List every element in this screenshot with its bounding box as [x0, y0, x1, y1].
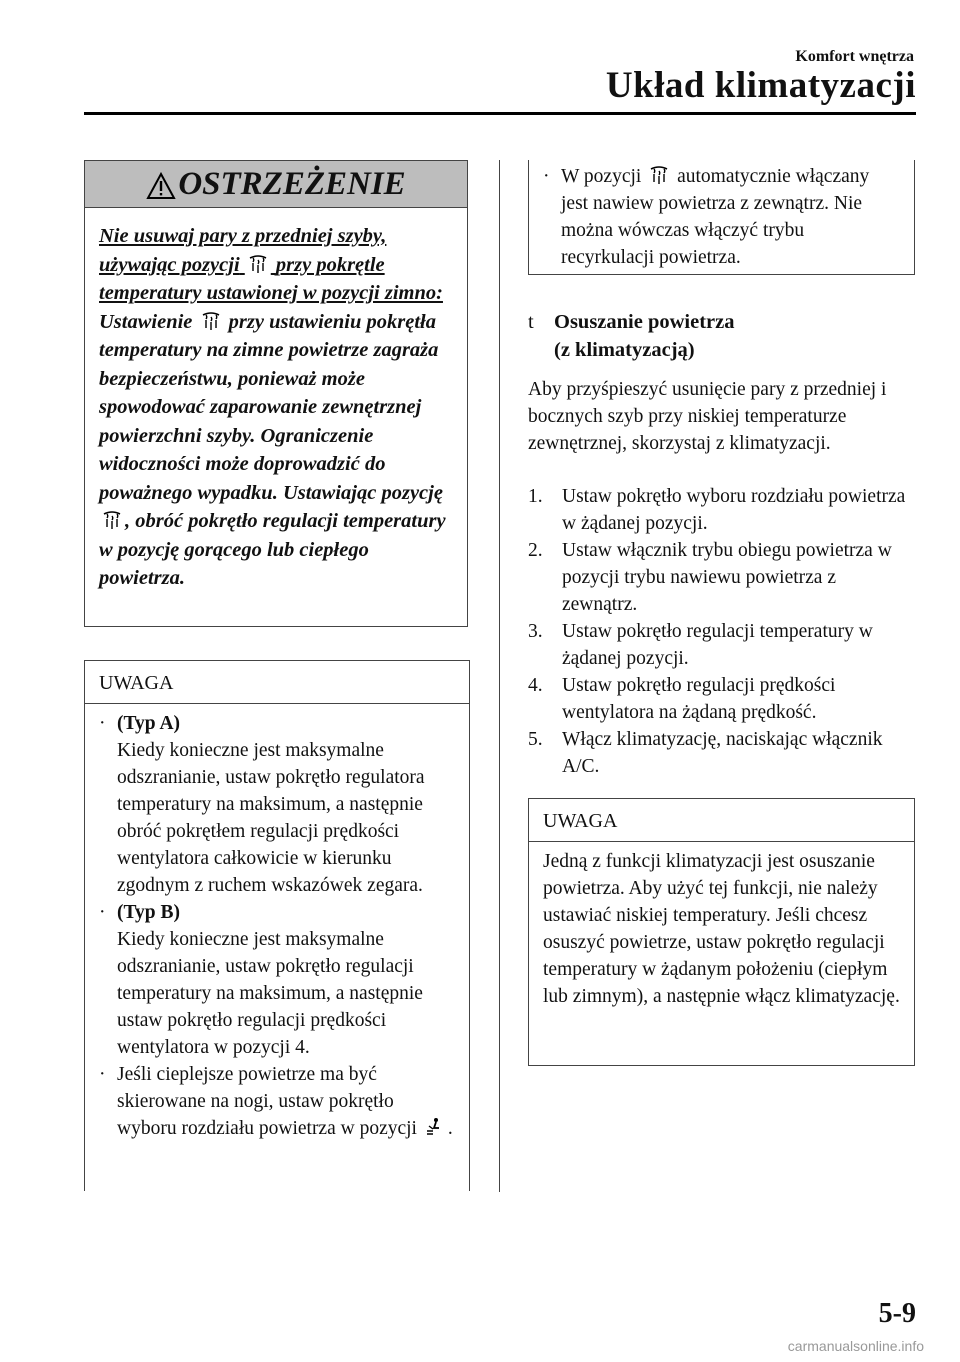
- warning-lead: [99, 222, 453, 308]
- item-label: (Typ A): [117, 713, 181, 734]
- step-item: [528, 537, 908, 618]
- foot-vent-icon: [424, 1117, 446, 1137]
- step-text: Włącz klimatyzację, naciskając włącznik A/C.: [562, 729, 883, 777]
- list-item: [543, 163, 900, 271]
- heading-line2: (z klimatyzacją): [554, 339, 695, 361]
- step-number: 4.: [528, 675, 543, 696]
- step-text: Ustaw pokrętło wyboru rozdziału powietrza w żądanej pozycji.: [562, 486, 906, 534]
- bullet: ·: [543, 166, 550, 187]
- list-item: [99, 1061, 455, 1142]
- heading-line1: Osuszanie powietrza: [554, 311, 735, 333]
- step-item: [528, 483, 908, 537]
- warning-triangle-icon: [146, 172, 176, 200]
- defroster-icon: [101, 510, 123, 530]
- list-item: [99, 710, 455, 899]
- intro-paragraph: Aby przyśpieszyć usunięcie pary z przedniej i bocznych szyb przy niskiej temperaturze zewnętrznej, skorzystaj z klimatyzacji.: [528, 379, 887, 454]
- column-divider: [499, 160, 500, 1192]
- warning-lead-tail: przy pokrętle temperatury ustawionej w pozycji zimno:: [99, 253, 443, 304]
- item-text: Kiedy konieczne jest maksymalne odszranianie, ustaw pokrętło regulacji temperatury na maksimum, a następnie ustaw pokrętło regulacji prędkości wentylatora w pozycji 4.: [117, 929, 423, 1058]
- bullet: ·: [99, 713, 106, 734]
- note-body: [529, 160, 914, 271]
- step-item: [528, 672, 908, 726]
- defroster-icon: [648, 165, 670, 185]
- item-text: Jeśli cieplejsze powietrze ma być skierowane na nogi, ustaw pokrętło wyboru rozdziału powietrza w pozycji: [117, 1064, 417, 1139]
- item-tail: .: [447, 1118, 453, 1139]
- step-number: 1.: [528, 486, 543, 507]
- defroster-icon: [247, 254, 269, 274]
- step-number: 2.: [528, 540, 543, 561]
- item-label: (Typ B): [117, 902, 181, 923]
- page-title: Układ klimatyzacji: [605, 65, 916, 106]
- warning-p2b: przy ustawieniu pokrętła temperatury na zimne powietrze zagraża bezpieczeństwu, ponieważ może spowodować zaparowanie zewnętrznej powierzchni szyby. Ograniczenie widoczności może doprowadzić do poważnego wypadku. Ustawiając pozycję: [99, 310, 443, 504]
- heading-marker: t: [528, 311, 534, 333]
- step-number: 5.: [528, 729, 543, 750]
- step-number: 3.: [528, 621, 543, 642]
- bullet: ·: [99, 1064, 106, 1085]
- item-text: Kiedy konieczne jest maksymalne odszranianie, ustaw pokrętło regulatora temperatury na maksimum, a następnie obróć pokrętłem regulacji prędkości wentylatora całkowicie w kierunku zgodnym z ruchem wskazówek zegara.: [117, 740, 425, 896]
- section-label: Komfort wnętrza: [795, 48, 914, 65]
- item-text-b: automatycznie włączany jest nawiew powietrza z zewnątrz. Nie można wówczas włączyć trybu recyrkulacji powietrza.: [561, 166, 870, 268]
- step-text: Ustaw pokrętło regulacji temperatury w żądanej pozycji.: [562, 621, 873, 669]
- list-item: [99, 899, 455, 1061]
- note-box-left: [84, 660, 470, 1191]
- defroster-icon: [200, 311, 222, 331]
- bullet: ·: [99, 902, 106, 923]
- step-text: Ustaw włącznik trybu obiegu powietrza w pozycji trybu nawiewu powietrza z zewnątrz.: [562, 540, 892, 615]
- warning-body: [85, 208, 467, 593]
- item-text-a: W pozycji: [561, 166, 642, 187]
- warning-title: OSTRZEŻENIE: [178, 165, 406, 202]
- section-heading: [528, 308, 735, 364]
- warning-p2c: , obróć pokrętło regulacji temperatury w pozycję gorącego lub ciepłego powietrza.: [99, 510, 446, 589]
- note-body: [85, 704, 469, 1142]
- warning-box: [84, 160, 468, 627]
- step-item: [528, 618, 908, 672]
- note-box-right: [528, 798, 915, 1066]
- note-title: UWAGA: [85, 661, 469, 704]
- watermark: carmanualsonline.info: [787, 1338, 924, 1354]
- note-title: UWAGA: [529, 799, 914, 842]
- warning-lead-text: Nie usuwaj pary z przedniej szyby, używając pozycji: [99, 225, 387, 276]
- note-box-continued: [528, 160, 915, 275]
- header-rule: [84, 112, 916, 115]
- warning-header: [85, 161, 467, 208]
- step-item: [528, 726, 908, 780]
- step-text: Ustaw pokrętło regulacji prędkości wentylatora na żądaną prędkość.: [562, 675, 836, 723]
- warning-paragraph: [99, 308, 453, 593]
- page-number: 5-9: [878, 1298, 916, 1329]
- warning-p2a: Ustawienie: [99, 310, 193, 333]
- steps-list: [528, 483, 908, 780]
- note-body: Jedną z funkcji klimatyzacji jest osuszanie powietrza. Aby użyć tej funkcji, nie należy ustawiać niskiej temperatury. Jeśli chcesz osuszyć powietrze, ustaw pokrętło regulacji temperatury w żądanym położeniu (ciepłym lub zimnym), a następnie włącz klimatyzację.: [543, 851, 900, 1007]
